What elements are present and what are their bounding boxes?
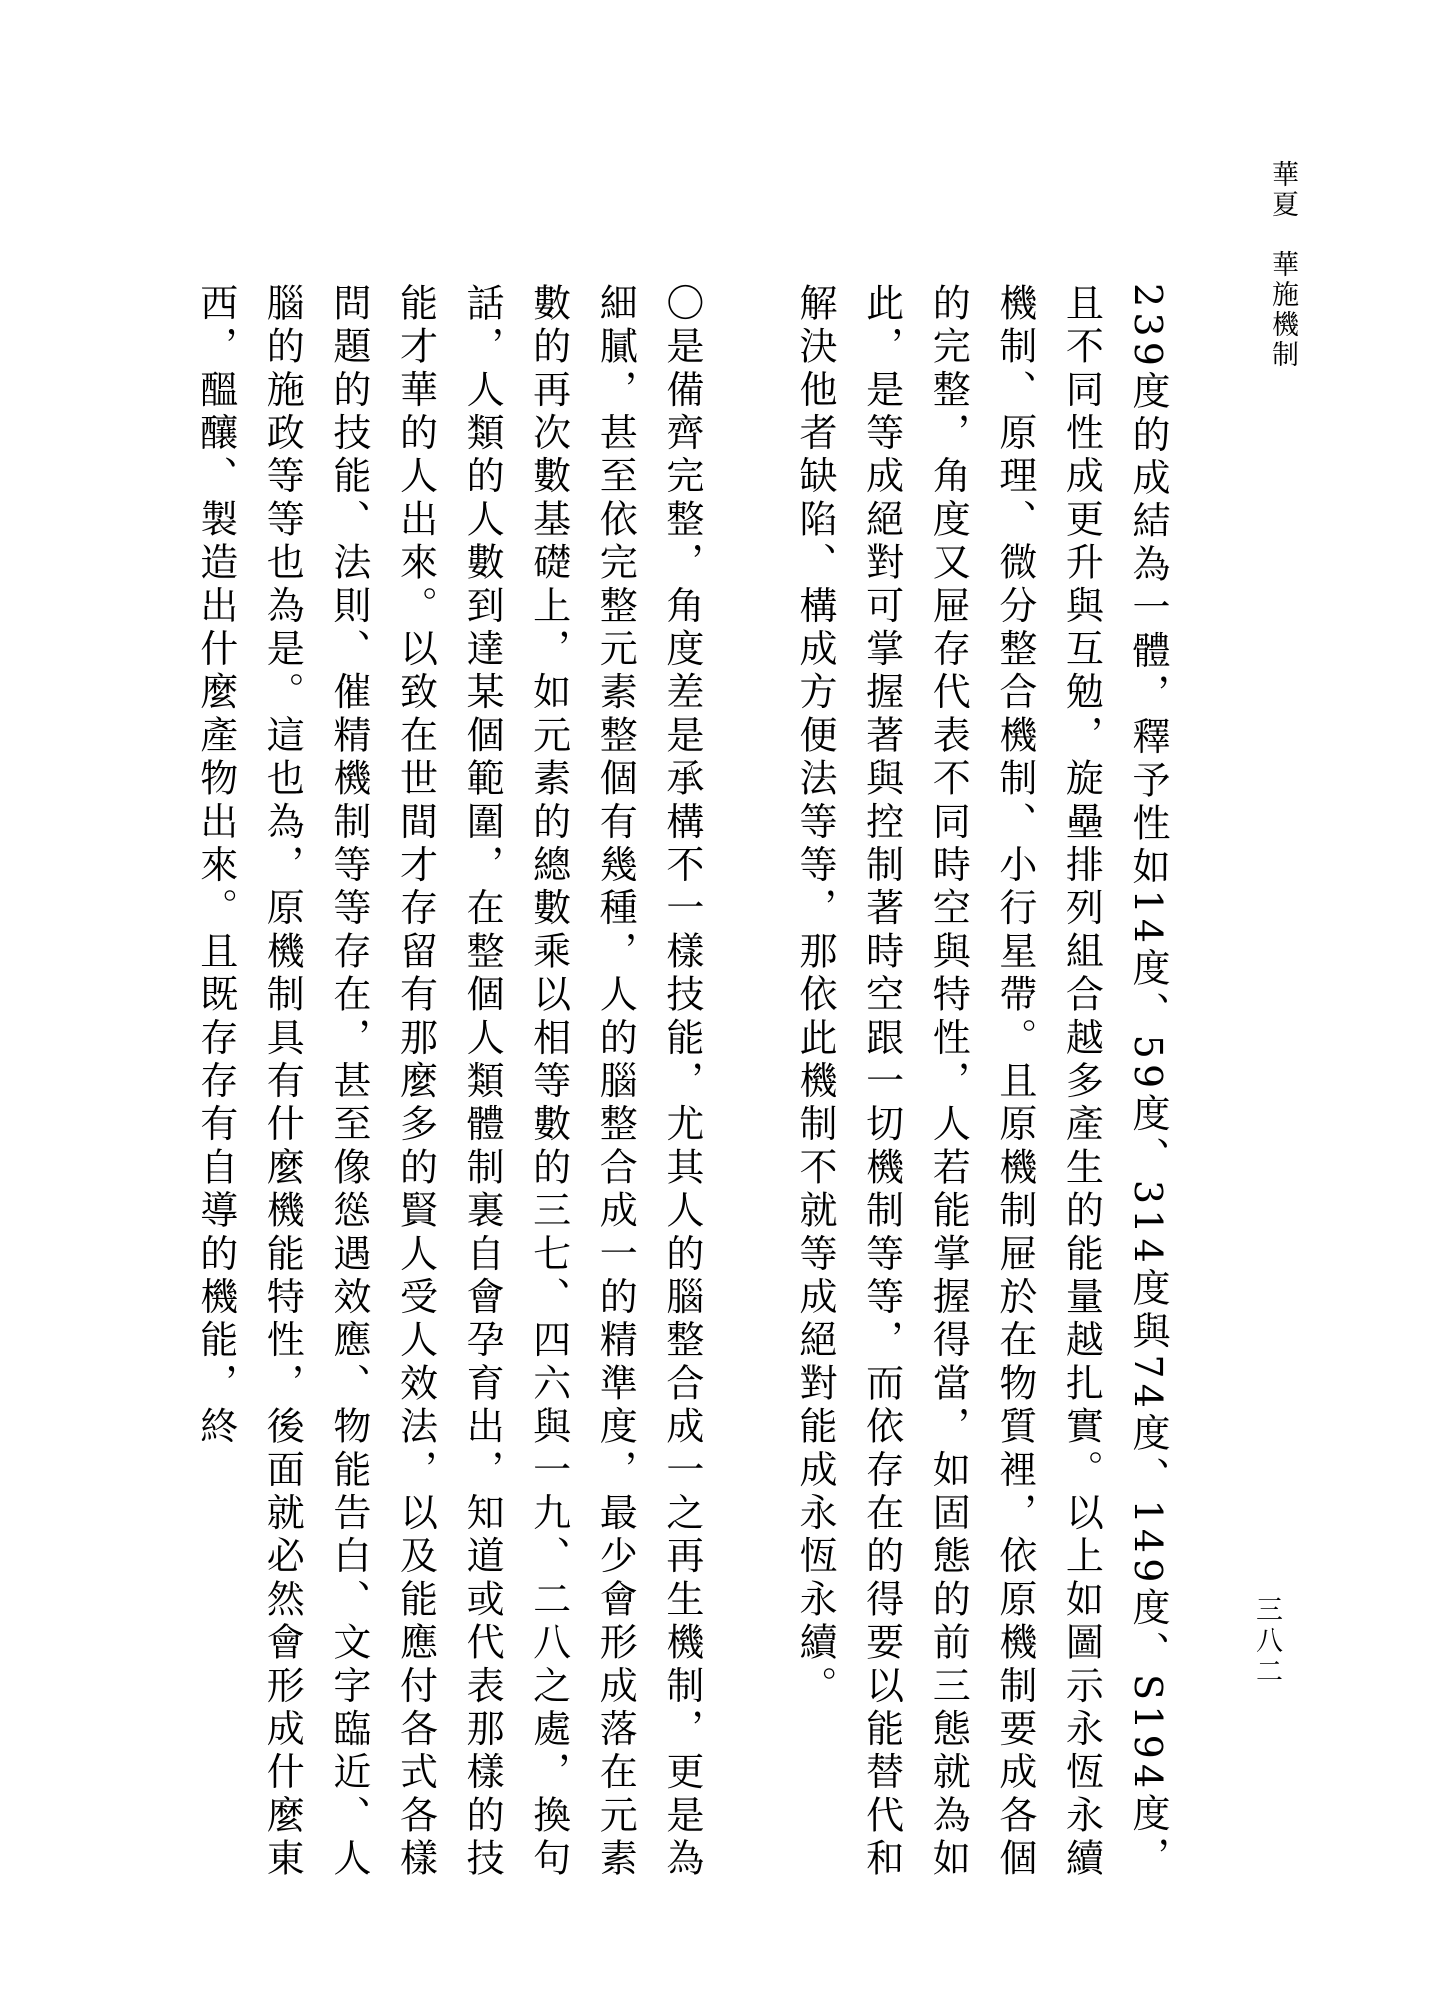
chapter-title: 華施機制 xyxy=(1267,250,1298,370)
paragraph: 〇是備齊完整，角度差是承構不一樣技能，尤其人的腦整合成一之再生機制，更是為細膩，甚至依完整元素整個有幾種，人的腦整合成一的精準度，最少會形成落在元素數的再次數基礎上，如元素的總數乘以相等數的三七、四六與一九、二八之處，換句話，人類的人數到達某個範圍，在整個人類體制裏自會孕育出，知道或代表那樣的技能才華的人出來。以致在世間才存留有那麼多的賢人受人效法，以及能應付各式各樣問題的技能、法則、催精機制等等存在，甚至像慫遇效應、物能告白、文字臨近、人腦的施政等等也為是。這也為，原機制具有什麼機能特性，後面就必然會形成什麼東西，醞釀、製造出什麼產物出來。且既存存有自導的機能，終 xyxy=(193,283,704,1882)
book-title: 華夏 xyxy=(1267,160,1298,220)
page-number: 三八二 xyxy=(1251,1595,1282,1688)
body-text xyxy=(182,283,1181,1883)
running-head xyxy=(1262,160,1302,420)
header-gap xyxy=(1267,220,1298,250)
paragraph: 239度的成結為一體，釋予性如14度、59度、314度與74度、149度、S194度，且不同性成更升與互勉，旋壘排列組合越多產生的能量越扎實。以上如圖示永恆永續機制、原理、微分整合機制、小行星帶。且原機制屉於在物質裡，依原機制要成各個的完整，角度又屉存代表不同時空與特性，人若能掌握得當，如固態的前三態就為如此，是等成絕對可掌握著與控制著時空跟一切機制等等，而依存在的得要以能替代和解決他者缺陷、構成方便法等等，那依此機制不就等成絕對能成永恆永續。 xyxy=(793,283,1170,1882)
